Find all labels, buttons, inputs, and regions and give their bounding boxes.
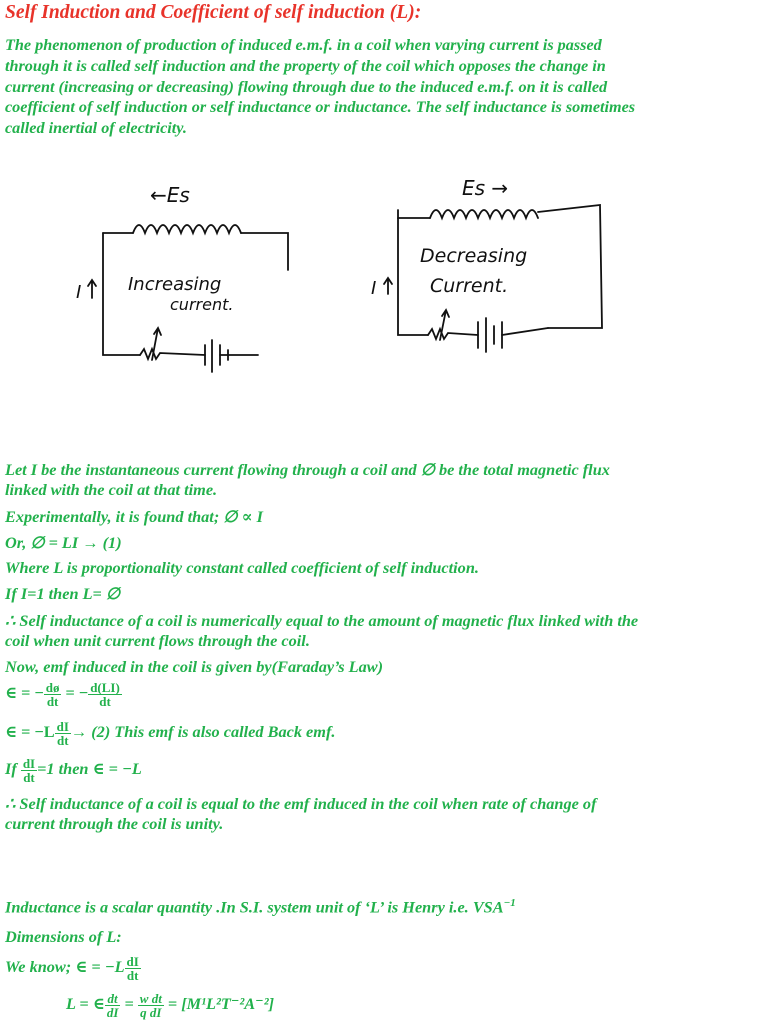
- eq-text: =1 then ∈ = −L: [37, 759, 142, 779]
- eq-text: = −: [61, 683, 89, 703]
- fraction: [105, 992, 121, 1019]
- circuit-diagrams: [0, 150, 768, 400]
- fraction: [125, 955, 141, 982]
- text-line: current through the coil is unity.: [5, 814, 224, 833]
- text-line: Experimentally, it is found that; ∅ ∝ I: [5, 507, 263, 526]
- right-circuit: [371, 176, 602, 352]
- denominator: dt: [126, 968, 139, 983]
- intro-paragraph: [5, 35, 763, 139]
- denominator: dt: [46, 694, 59, 709]
- numerator: dt: [105, 992, 121, 1006]
- right-current-label: I: [371, 278, 377, 299]
- text-line: ∴ Self inductance of a coil is equal to the emf induced in the coil when rate of change of: [5, 794, 597, 813]
- text-line: If I=1 then L= ∅: [5, 584, 121, 603]
- denominator: dI: [106, 1005, 119, 1020]
- text-line: Let I be the instantaneous current flowing through a coil and ∅ be the total magnetic flux: [5, 460, 610, 479]
- numerator: dI: [56, 719, 69, 734]
- left-current-label: I: [76, 282, 82, 303]
- fraction: [138, 992, 164, 1019]
- fraction: [88, 681, 122, 708]
- left-emf-label: ←Es: [150, 183, 190, 207]
- numerator: dI: [126, 954, 139, 969]
- fraction: [55, 720, 71, 747]
- eq-text: → (2) This emf is also called Back emf.: [70, 722, 336, 742]
- numerator: dø: [45, 680, 60, 695]
- left-caption-2: current.: [170, 295, 234, 314]
- right-caption-2: Current.: [430, 275, 509, 297]
- text-line: coil when unit current flows through the coil.: [5, 631, 310, 650]
- right-emf-label: Es →: [462, 176, 509, 200]
- eq-text: L = ∈: [66, 994, 105, 1014]
- text-line-unit: [5, 897, 516, 917]
- denominator: dt: [23, 770, 35, 785]
- superscript: −1: [503, 897, 516, 909]
- denominator: dt: [56, 733, 69, 748]
- fraction: [44, 681, 62, 708]
- text-line: Dimensions of L:: [5, 927, 122, 946]
- page-title: Self Induction and Coefficient of self induction (L):: [5, 2, 422, 23]
- right-caption-1: Decreasing: [420, 245, 528, 267]
- denominator: q dI: [140, 1005, 162, 1020]
- text-line: Where L is proportionality constant called coefficient of self induction.: [5, 558, 479, 577]
- intro-line: coefficient of self induction or self inductance or inductance. The self inductance is sometimes: [5, 98, 636, 117]
- equation-2: [5, 720, 335, 747]
- equation-5: [66, 992, 274, 1019]
- equation-4: [5, 955, 141, 982]
- intro-line: The phenomenon of production of induced e.m.f. in a coil when varying current is passed: [5, 36, 602, 54]
- left-circuit: [76, 183, 288, 372]
- equation-1: Or, ∅ = LI → (1): [5, 533, 122, 552]
- intro-line: through it is called self induction and the property of the coil which opposes the change in: [5, 56, 606, 75]
- eq-text: We know; ∈ = −L: [5, 957, 125, 977]
- left-caption-1: Increasing: [128, 274, 222, 295]
- eq-text: = [M¹L²T⁻²A⁻²]: [163, 994, 275, 1014]
- numerator: d(LI): [90, 680, 120, 695]
- fraction: [21, 757, 37, 784]
- text-line: Now, emf induced in the coil is given by(Faraday’s Law): [5, 657, 384, 676]
- denominator: dt: [99, 694, 111, 709]
- equation-3: [5, 757, 142, 784]
- eq-text: =: [120, 994, 138, 1014]
- numerator: w dt: [139, 991, 162, 1006]
- eq-text: ∈ = −L: [5, 722, 55, 742]
- intro-line: current (increasing or decreasing) flowing through due to the induced e.m.f. on it is called: [5, 77, 608, 96]
- equation-faraday: [5, 681, 122, 708]
- intro-line: called inertial of electricity.: [5, 119, 187, 138]
- numerator: dI: [22, 756, 36, 771]
- eq-text: If: [5, 759, 21, 779]
- eq-text: Inductance is a scalar quantity .In S.I. system unit of ‘L’ is Henry i.e. VSA: [5, 897, 504, 917]
- text-line: ∴ Self inductance of a coil is numerically equal to the amount of magnetic flux linked with the: [5, 611, 639, 630]
- text-line: linked with the coil at that time.: [5, 480, 218, 499]
- eq-text: ∈ = −: [5, 683, 44, 703]
